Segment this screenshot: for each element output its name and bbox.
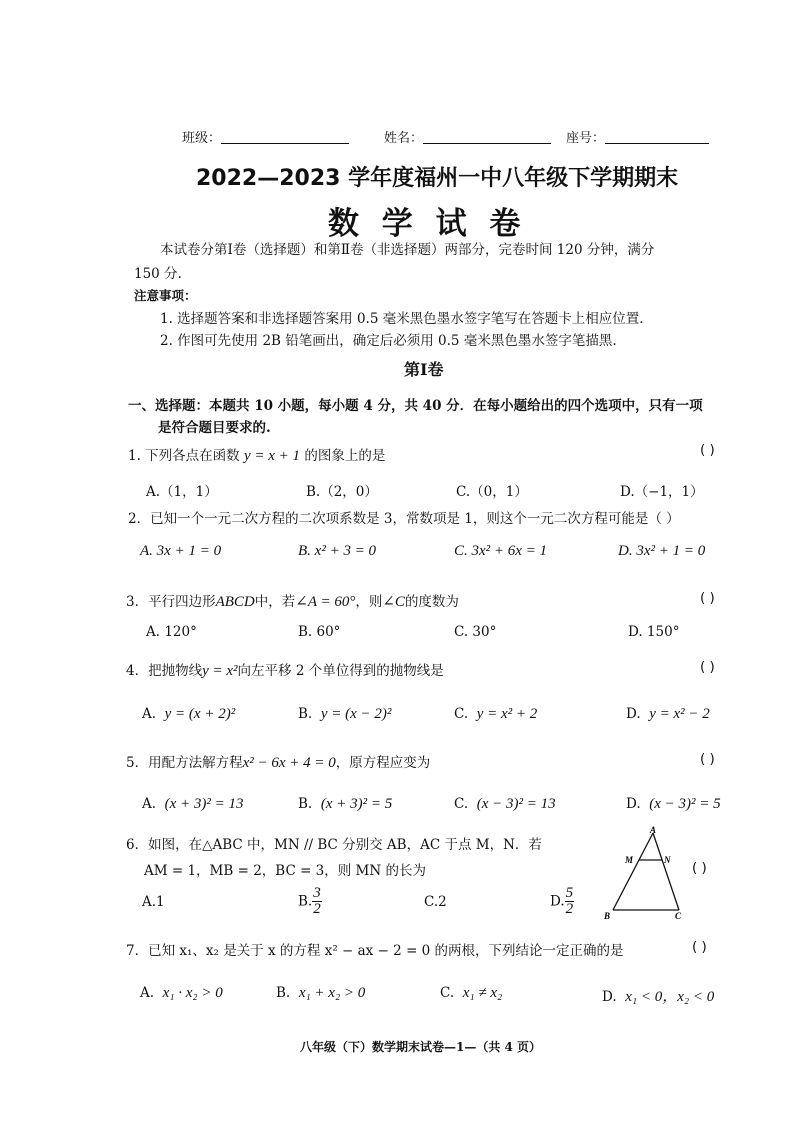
q6-option-b-numerator: 3 xyxy=(313,885,321,901)
q6-option-a: A.1 xyxy=(142,894,165,910)
q5-answer-paren[interactable]: ( ) xyxy=(700,751,715,767)
seat-field xyxy=(566,127,709,146)
q1-pre: 1. 下列各点在函数 xyxy=(128,448,240,464)
q5-post: ，原方程应变为 xyxy=(335,755,431,771)
q5-option-c-math: (x − 3)² = 13 xyxy=(476,796,556,812)
q1-math: y = x + 1 xyxy=(243,448,301,464)
notes-heading: 注意事项： xyxy=(134,288,197,303)
section-title: 第Ⅰ卷 xyxy=(404,360,444,379)
q3-option-a: A. 120° xyxy=(146,624,197,640)
q4-option-d-letter: D. xyxy=(626,706,641,722)
q5-option-d xyxy=(626,796,721,813)
q7-option-d-letter: D. xyxy=(602,989,617,1005)
q1-option-c: C.（0，1） xyxy=(456,484,528,500)
intro-line-2: 150 分. xyxy=(134,266,182,282)
q5-option-a-math: (x + 3)² = 13 xyxy=(164,796,244,812)
name-blank[interactable] xyxy=(423,130,551,144)
q5-pre: 5．用配方法解方程 xyxy=(126,755,243,771)
q2-option-c: C. 3x² + 6x = 1 xyxy=(454,543,548,559)
q6-answer-paren[interactable]: ( ) xyxy=(692,860,707,876)
q6-option-d-letter: D. xyxy=(550,893,565,910)
q6-line-1: 6．如图，在△ABC 中，MN // BC 分别交 AB，AC 于点 M，N．若 xyxy=(126,837,542,853)
q7-option-c-letter: C. xyxy=(440,985,455,1001)
q5-option-a xyxy=(142,796,244,813)
subject-title: 数 学 试 卷 xyxy=(328,206,527,242)
q6-option-b-fraction xyxy=(312,886,322,917)
q5-option-b-letter: B. xyxy=(298,796,313,812)
q7-option-b xyxy=(276,985,365,1002)
class-field xyxy=(182,127,349,146)
part1-line-2: 是符合题目要求的. xyxy=(158,420,271,436)
q4-option-b xyxy=(298,706,391,723)
q4-pre: 4．把抛物线 xyxy=(126,663,203,679)
q7-option-b-letter: B. xyxy=(276,985,291,1001)
q5-option-b-math: (x + 3)² = 5 xyxy=(320,796,393,812)
name-label: 姓名： xyxy=(384,131,424,146)
q4-option-a-letter: A. xyxy=(142,706,157,722)
q3-option-d: D. 150° xyxy=(628,624,680,640)
q2-stem: 2．已知一个一元二次方程的二次项系数是 3，常数项是 1，则这个一元二次方程可能是（ ） xyxy=(128,511,680,527)
label-b: B xyxy=(604,911,611,921)
triangle-figure xyxy=(600,824,690,924)
q1-option-a: A.（1，1） xyxy=(146,484,218,500)
q3-math-angle-c: ∠C xyxy=(382,594,405,610)
label-a: A xyxy=(650,825,657,835)
q1-stem xyxy=(128,444,385,465)
q4-stem xyxy=(126,659,444,680)
page-footer: 八年级（下）数学期末试卷—1—（共 4 页） xyxy=(300,1040,542,1054)
q5-option-c xyxy=(454,796,556,813)
label-n: N xyxy=(664,855,671,865)
q2-option-a: A. 3x + 1 = 0 xyxy=(140,543,222,559)
q4-option-d-math: y = x² − 2 xyxy=(649,706,710,722)
q5-option-b xyxy=(298,796,392,813)
q6-option-d xyxy=(550,886,574,917)
intro-line-1: 本试卷分第Ⅰ卷（选择题）和第Ⅱ卷（非选择题）两部分，完卷时间 120 分钟，满分 xyxy=(160,242,655,258)
q7-option-d xyxy=(602,985,714,1006)
q4-option-c xyxy=(454,706,537,723)
q4-option-d xyxy=(626,706,710,723)
q7-stem: 7．已知 x₁、x₂ 是关于 x 的方程 x² − ax − 2 = 0 的两根，下列结论一定正确的是 xyxy=(126,943,624,959)
label-m: M xyxy=(625,855,634,865)
q3-math-abcd: ABCD xyxy=(215,594,255,610)
q3-answer-paren[interactable]: ( ) xyxy=(700,590,715,606)
q4-option-b-math: y = (x − 2)² xyxy=(320,706,392,722)
q4-option-c-math: y = x² + 2 xyxy=(476,706,538,722)
q6-option-c: C.2 xyxy=(424,894,447,910)
side-ac xyxy=(653,833,679,910)
q4-option-b-letter: B. xyxy=(298,706,313,722)
q3-option-c: C. 30° xyxy=(454,624,497,640)
q2-option-b: B. x² + 3 = 0 xyxy=(298,543,377,559)
q4-post: 向左平移 2 个单位得到的抛物线是 xyxy=(237,663,444,679)
q4-option-c-letter: C. xyxy=(454,706,469,722)
q3-mid2: ，则 xyxy=(355,594,383,610)
q3-mid: 中，若 xyxy=(254,594,296,610)
q5-option-d-letter: D. xyxy=(626,796,641,812)
part1-line-1: 一、选择题：本题共 10 小题，每小题 4 分，共 40 分．在每小题给出的四个选项中，只有一项 xyxy=(128,398,703,414)
q4-answer-paren[interactable]: ( ) xyxy=(700,659,715,675)
q4-math: y = x² xyxy=(202,663,238,679)
q6-option-b-denominator: 2 xyxy=(313,901,321,917)
q1-option-b: B.（2，0） xyxy=(306,484,378,500)
exam-title: 2022—2023 学年度福州一中八年级下学期期末 xyxy=(196,166,679,191)
q6-option-b xyxy=(298,886,322,917)
q7-option-c xyxy=(440,985,502,1002)
q1-answer-paren[interactable]: ( ) xyxy=(700,442,715,458)
q4-option-a xyxy=(142,706,235,723)
note-item-2: 2. 作图可先使用 2B 铅笔画出，确定后必须用 0.5 毫米黑色墨水签字笔描黑. xyxy=(160,333,617,349)
q1-option-d: D.（−1，1） xyxy=(620,484,704,500)
q6-option-b-letter: B. xyxy=(298,893,313,910)
q6-line-2: AM = 1，MB = 2，BC = 3，则 MN 的长为 xyxy=(144,863,426,879)
q7-answer-paren[interactable]: ( ) xyxy=(692,939,707,955)
q4-option-a-math: y = (x + 2)² xyxy=(164,706,236,722)
q5-option-a-letter: A. xyxy=(142,796,157,812)
q6-option-d-denominator: 2 xyxy=(565,901,574,917)
label-c: C xyxy=(675,911,682,921)
q6-option-d-fraction xyxy=(565,886,575,917)
q3-option-b: B. 60° xyxy=(298,624,341,640)
q1-post: 的图象上的是 xyxy=(304,448,386,464)
q5-option-d-math: (x − 3)² = 5 xyxy=(649,796,721,812)
q5-option-c-letter: C. xyxy=(454,796,469,812)
seat-blank[interactable] xyxy=(605,130,709,144)
side-ab xyxy=(613,833,653,910)
q5-math: x² − 6x + 4 = 0 xyxy=(242,755,336,771)
q6-option-d-numerator: 5 xyxy=(565,885,574,901)
name-field xyxy=(384,127,551,146)
q3-stem xyxy=(126,590,459,611)
q7-option-b-math: x₁ + x₂ > 0 xyxy=(298,985,366,1001)
q7-option-a-math: x₁ · x₂ > 0 xyxy=(162,985,223,1001)
q7-option-a-letter: A. xyxy=(140,985,155,1001)
note-item-1: 1. 选择题答案和非选择题答案用 0.5 毫米黑色墨水签字笔写在答题卡上相应位置. xyxy=(160,311,644,327)
q3-pre: 3．平行四边形 xyxy=(126,594,216,610)
seat-label: 座号： xyxy=(566,131,606,146)
class-blank[interactable] xyxy=(221,130,349,144)
q7-option-d-math: x₁ < 0，x₂ < 0 xyxy=(625,989,715,1005)
q3-math-angle-a: ∠A = 60° xyxy=(295,594,356,610)
class-label: 班级： xyxy=(182,131,222,146)
q7-option-a xyxy=(140,985,223,1002)
q7-option-c-math: x₁ ≠ x₂ xyxy=(462,985,503,1001)
q5-stem xyxy=(126,751,430,772)
q3-post: 的度数为 xyxy=(404,594,459,610)
q2-option-d: D. 3x² + 1 = 0 xyxy=(618,543,706,559)
